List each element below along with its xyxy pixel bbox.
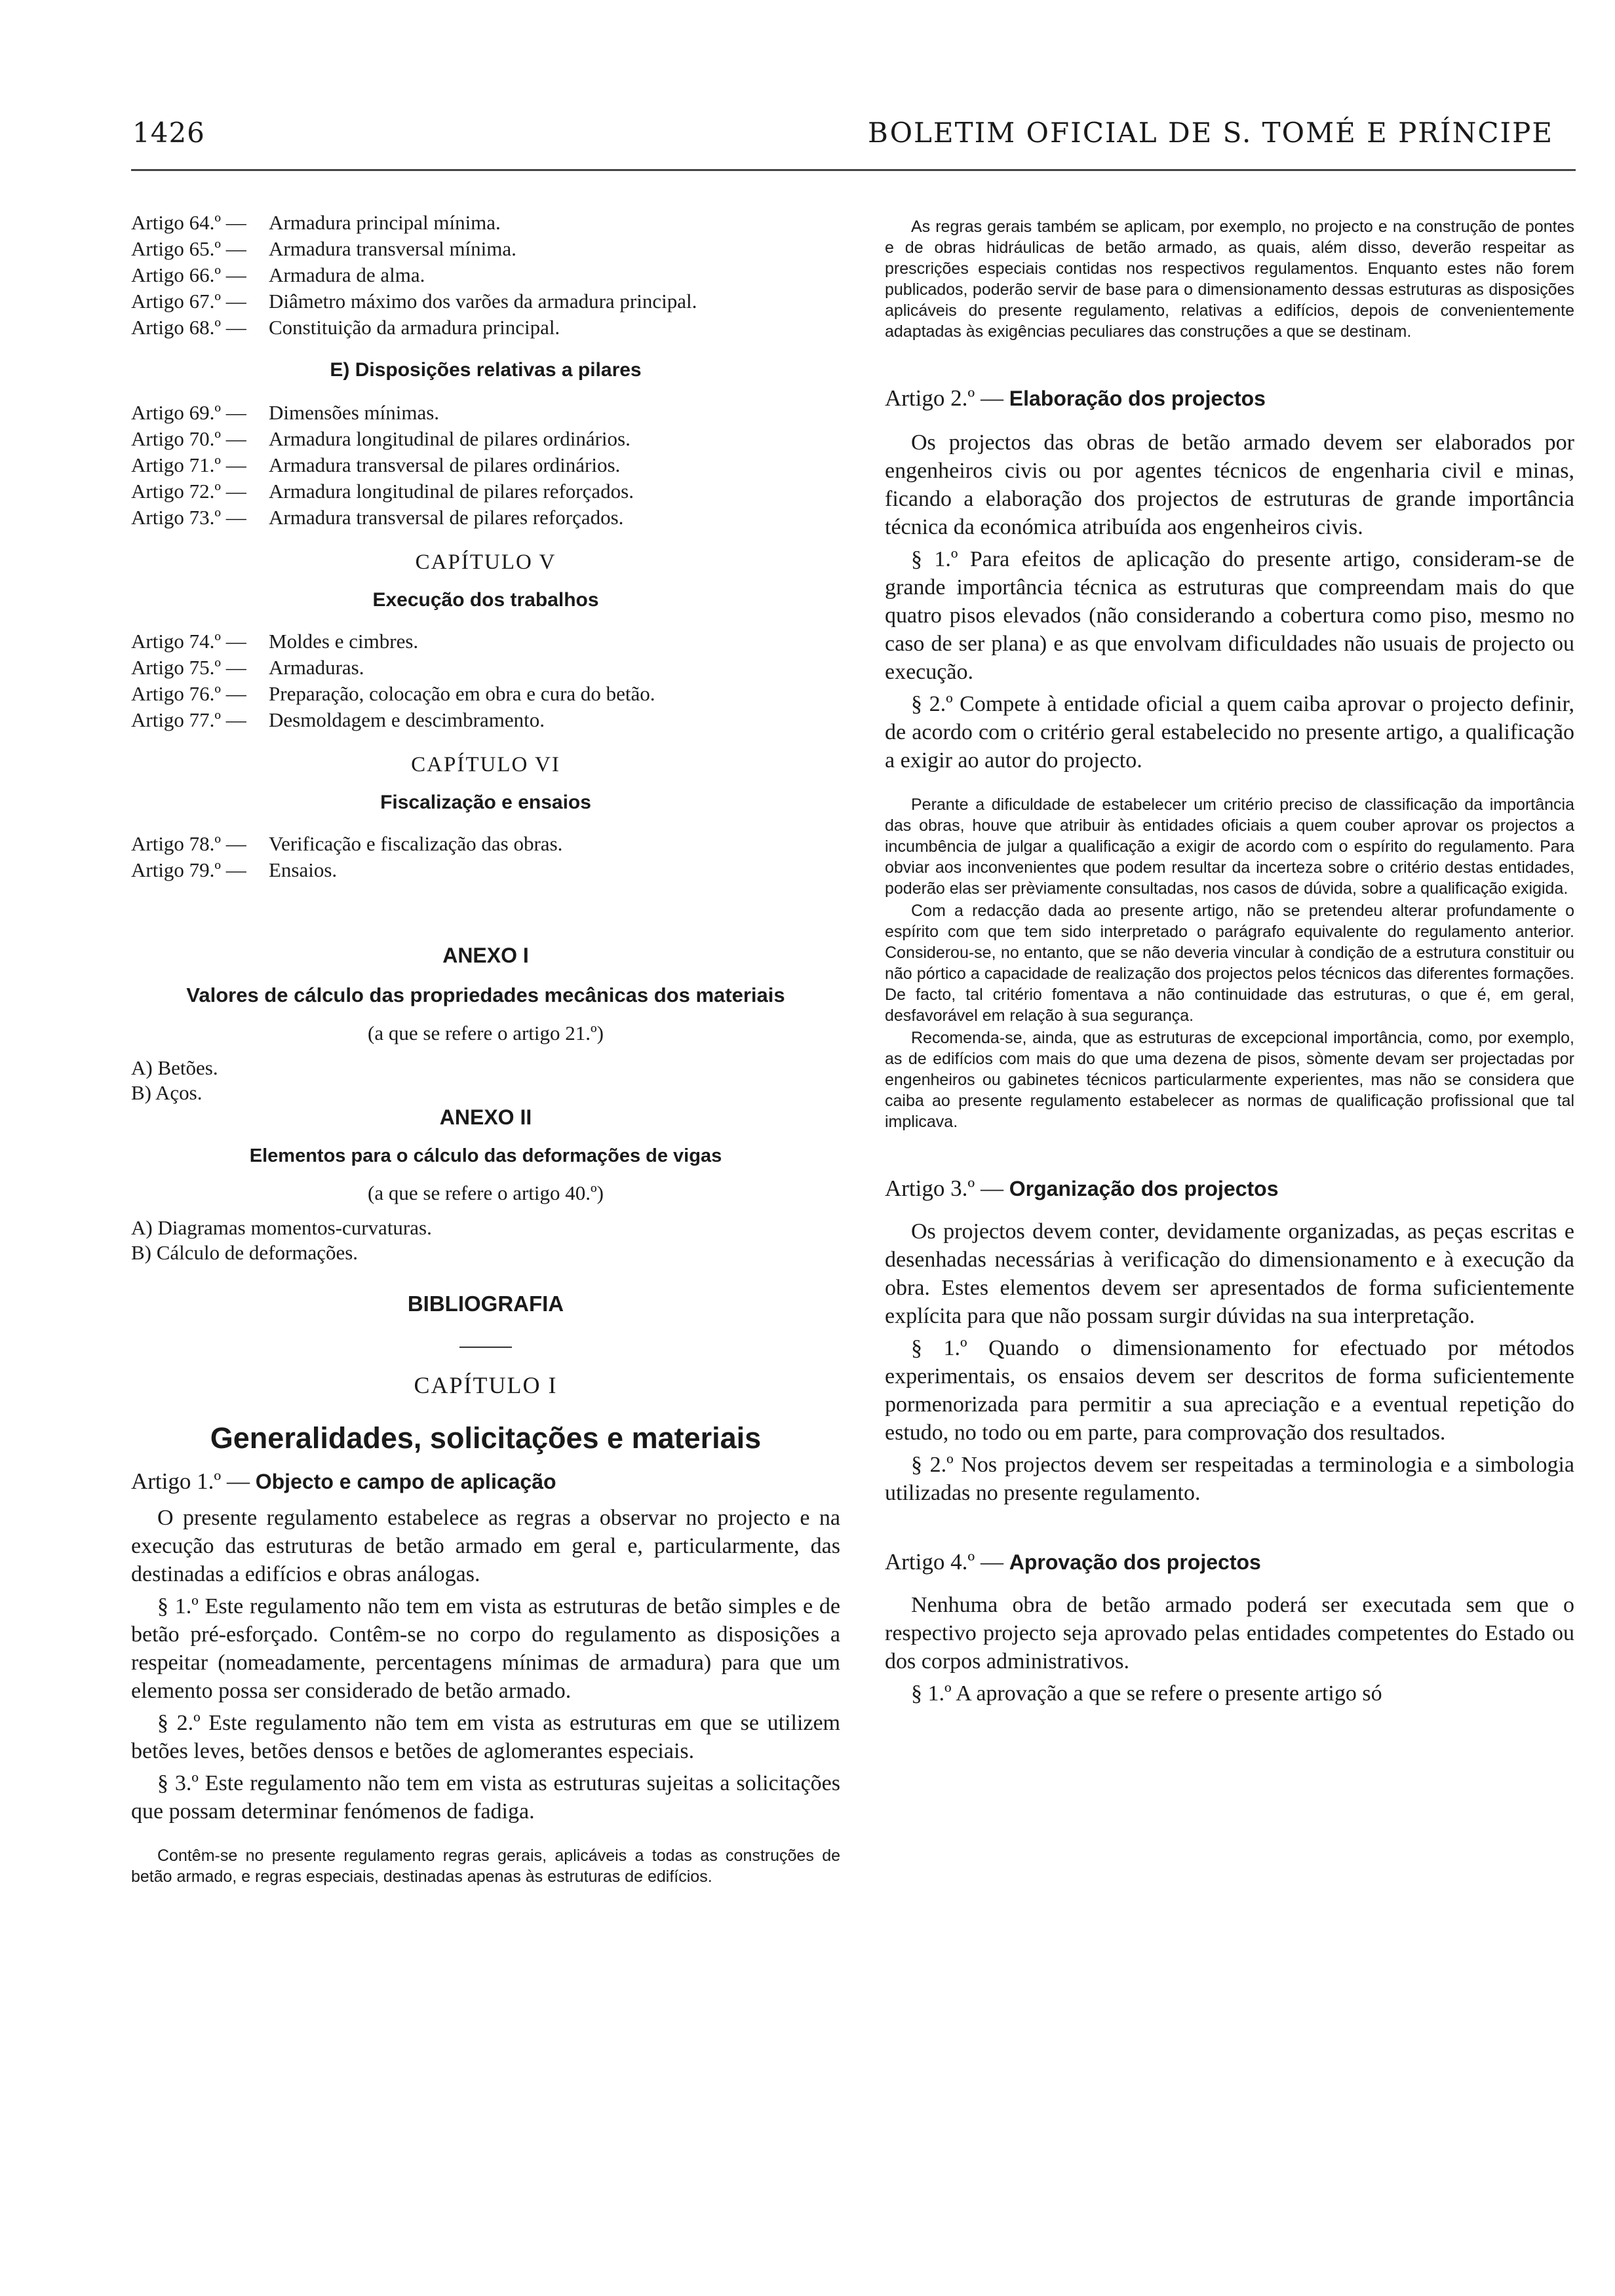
list-item: A) Diagramas momentos-curvaturas.	[131, 1216, 432, 1239]
annex-1-items	[131, 1056, 840, 1105]
paragraph: § 2.º Este regulamento não tem em vista as estruturas em que se utilizem betões leves, betões densos e betões de aglomerantes especiais.	[131, 1711, 840, 1763]
toc-list-chapter-6	[131, 831, 840, 883]
article-4-number: Artigo 4.º —	[885, 1549, 1003, 1575]
paragraph: Os projectos das obras de betão armado devem ser elaborados por engenheiros civis ou por agentes técnicos de engenharia civil e minas, ficando a elaboração dos projectos de estruturas de grande importância técnica da económica atribuída aos engenheiros civis.	[885, 430, 1574, 539]
chapter-5-label: CAPÍTULO V	[415, 550, 556, 574]
toc-list-pilares	[131, 400, 840, 531]
toc-entry: Artigo 73.º — Armadura transversal de pilares reforçados.	[131, 506, 624, 529]
article-4-title: Aprovação dos projectos	[1009, 1550, 1261, 1574]
note-paragraph: Recomenda-se, ainda, que as estruturas de excepcional importância, como, por exemplo, as de edifícios com mais do que uma dezena de pisos, sòmente devam ser projectadas por engenheiros ou gabinetes técnicos particularmente experientes, mas não se considera que caiba ao presente regulamento estabelecer as normas de qualificação profissional que tal implicava.	[885, 1029, 1574, 1131]
toc-entry: Artigo 68.º — Constituição da armadura principal.	[131, 316, 560, 339]
article-1-number: Artigo 1.º —	[131, 1468, 250, 1494]
toc-entry: Artigo 75.º — Armaduras.	[131, 656, 364, 679]
paragraph: Os projectos devem conter, devidamente organizadas, as peças escritas e desenhadas necessárias à verificação do dimensionamento e à execução da obra. Estes elementos devem ser apresentados de forma suficientemente explícita para que não possam surgir dúvidas na sua interpretação.	[885, 1219, 1574, 1328]
paragraph: § 2.º Compete à entidade oficial a quem caiba aprovar o projecto definir, de acordo com o critério geral estabelecido no presente artigo, a qualificação a exigir ao autor do projecto.	[885, 692, 1574, 773]
list-item: A) Betões.	[131, 1056, 218, 1079]
toc-entry: Artigo 70.º — Armadura longitudinal de pilares ordinários.	[131, 427, 631, 450]
annex-1-reference: (a que se refere o artigo 21.º)	[368, 1022, 604, 1044]
toc-entry: Artigo 64.º — Armadura principal mínima.	[131, 211, 501, 234]
paragraph: § 3.º Este regulamento não tem em vista as estruturas sujeitas a solicitações que possam determinar fenómenos de fadiga.	[131, 1771, 840, 1824]
paragraph: Nenhuma obra de betão armado poderá ser executada sem que o respectivo projecto seja aprovado pelas entidades competentes do Estado ou dos corpos administrativos.	[885, 1593, 1574, 1674]
chapter-5-title: Execução dos trabalhos	[372, 589, 599, 611]
toc-entry: Artigo 71.º — Armadura transversal de pilares ordinários.	[131, 453, 621, 476]
paragraph: § 1.º A aprovação a que se refere o presente artigo só	[911, 1681, 1382, 1706]
toc-entry: Artigo 66.º — Armadura de alma.	[131, 263, 425, 286]
toc-entry: Artigo 76.º — Preparação, colocação em obra e cura do betão.	[131, 682, 655, 705]
annex-2-reference: (a que se refere o artigo 40.º)	[368, 1181, 604, 1204]
right-column	[885, 210, 1574, 1708]
toc-entry: Artigo 79.º — Ensaios.	[131, 858, 338, 881]
article-2-number: Artigo 2.º —	[885, 385, 1003, 411]
article-1-heading	[131, 1468, 840, 1495]
toc-entry: Artigo 72.º — Armadura longitudinal de pilares reforçados.	[131, 480, 634, 503]
toc-entry: Artigo 69.º — Dimensões mínimas.	[131, 401, 440, 424]
annex-1-title: Valores de cálculo das propriedades mecânicas dos materiais	[186, 984, 785, 1006]
bibliography-heading: BIBLIOGRAFIA	[407, 1292, 564, 1316]
chapter-6-label: CAPÍTULO VI	[411, 753, 560, 776]
toc-entry: Artigo 78.º — Verificação e fiscalização das obras.	[131, 832, 563, 855]
annex-2-items	[131, 1215, 840, 1265]
chapter-6-title: Fiscalização e ensaios	[380, 792, 591, 813]
list-item: B) Aços.	[131, 1081, 203, 1104]
article-3-heading	[885, 1176, 1574, 1202]
note-paragraph: Com a redacção dada ao presente artigo, não se pretendeu alterar profundamente o espírito com que tem sido interpretado o parágrafo equivalente do regulamento anterior. Considerou-se, no entanto, que se não deveria vincular à condição de a estrutura constituir ou não pórtico a capacidade de realização dos projectos pelos técnicos das diferentes formações. De facto, tal critério fomentava a não continuidade das estruturas, o que é, em geral, desfavorável em relação à sua segurança.	[885, 902, 1574, 1025]
article-2-heading	[885, 385, 1574, 411]
toc-entry: Artigo 77.º — Desmoldagem e descimbramento.	[131, 708, 545, 731]
left-column	[131, 210, 840, 1887]
article-1-title: Objecto e campo de aplicação	[255, 1470, 556, 1493]
paragraph: § 1.º Para efeitos de aplicação do presente artigo, consideram-se de grande importância técnica as estruturas que compreendam mais do que quatro pisos elevados (não considerando a cobertura como piso, mesmo no caso de ser plana) e as que envolvam dificuldades não usuais de projecto ou execução.	[885, 547, 1574, 684]
annex-2-label: ANEXO II	[439, 1105, 532, 1129]
publication-title: BOLETIM OFICIAL DE S. TOMÉ E PRÍNCIPE	[867, 117, 1553, 149]
toc-entry: Artigo 65.º — Armadura transversal mínima.	[131, 237, 516, 260]
annex-1-label: ANEXO I	[442, 944, 529, 967]
toc-entry: Artigo 74.º — Moldes e cimbres.	[131, 630, 419, 653]
article-2-title: Elaboração dos projectos	[1009, 387, 1266, 410]
chapter-1-label: CAPÍTULO I	[414, 1372, 558, 1398]
toc-entry: Artigo 67.º — Diâmetro máximo dos varões da armadura principal.	[131, 290, 697, 313]
page-number: 1426	[132, 117, 205, 149]
paragraph: § 1.º Este regulamento não tem em vista as estruturas de betão simples e de betão pré-esforçado. Contêm-se no corpo do regulamento as disposições a respeitar (nomeadamente, percentagens mínimas de armadura) para que um elemento possa ser considerado de betão armado.	[131, 1594, 840, 1703]
annex-2-title: Elementos para o cálculo das deformações de vigas	[249, 1145, 722, 1166]
article-3-number: Artigo 3.º —	[885, 1176, 1003, 1201]
article-3-title: Organização dos projectos	[1009, 1177, 1279, 1200]
toc-list-chapter-5	[131, 628, 840, 733]
note-paragraph: As regras gerais também se aplicam, por exemplo, no projecto e na construção de pontes e de obras hidráulicas de betão armado, as quais, além disso, deverão respeitar as prescrições especiais contidas nos respectivos regulamentos. Enquanto estes não forem publicados, poderão servir de base para o dimensionamento dessas estruturas as disposições aplicáveis do presente regulamento, relativas a edifícios, depois de convenientemente adaptadas às exigências peculiares das construções a que se destinam.	[885, 218, 1574, 341]
section-heading-pilares: E) Disposições relativas a pilares	[330, 359, 642, 381]
article-4-heading	[885, 1549, 1574, 1575]
paragraph: § 2.º Nos projectos devem ser respeitadas a terminologia e a simbologia utilizadas no presente regulamento.	[885, 1453, 1574, 1505]
header-rule	[131, 169, 1576, 171]
note-paragraph: Contêm-se no presente regulamento regras gerais, aplicáveis a todas as construções de betão armado, e regras especiais, destinadas apenas às estruturas de edifícios.	[131, 1846, 840, 1886]
paragraph: O presente regulamento estabelece as regras a observar no projecto e na execução das estruturas de betão armado em geral e, particularmente, das destinadas a edifícios e obras análogas.	[131, 1506, 840, 1586]
paragraph: § 1.º Quando o dimensionamento for efectuado por métodos experimentais, os ensaios devem ser descritos de forma suficientemente pormenorizada para permitir a sua apreciação e a eventual repetição do estudo, no todo ou em parte, para comprovação dos resultados.	[885, 1336, 1574, 1445]
list-item: B) Cálculo de deformações.	[131, 1241, 359, 1264]
note-paragraph: Perante a dificuldade de estabelecer um critério preciso de classificação da importância das obras, houve que atribuir às entidades oficiais a quem couber aprovar os projectos a incumbência de julgar a qualificação a exigir de acordo com o espírito do regulamento. Para obviar aos inconvenientes que podem resultar da incerteza sobre o critério destas entidades, poderão elas ser prèviamente consultadas, nos casos de dúvida, sobre a qualificação exigida.	[885, 795, 1574, 898]
chapter-1-title: Generalidades, solicitações e materiais	[210, 1421, 762, 1455]
separator	[459, 1347, 512, 1348]
toc-list-chapter-4	[131, 210, 840, 341]
